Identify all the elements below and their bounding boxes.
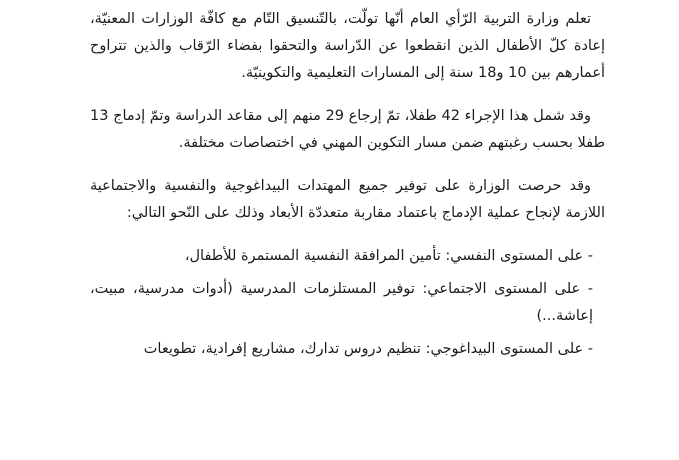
paragraph-intro: تعلم وزارة التربية الرّأي العام أنّها تولّت، بالتّنسيق التّام مع كافّة الوزارات المعنيّة، إعادة كلّ الأطفال الذين انقطعوا عن الدّراسة والتحقوا بفضاء الرّقاب والذين تتراوح أعمارهم بين 10 و18 سنة إلى المسارات التعليمية والتكوينيّة.: [90, 11, 605, 81]
bullet-social: - على المستوى الاجتماعي: توفير المستلزمات المدرسية (أدوات مدرسية، مبيت، إعاشة...): [90, 281, 593, 324]
bullet-pedagogical: - على المستوى البيداغوجي: تنظيم دروس تدارك، مشاريع إفرادية، تطويعات: [143, 341, 593, 357]
paragraph-statistics: وقد شمل هذا الإجراء 42 طفلا، تمّ إرجاع 29 منهم إلى مقاعد الدراسة وتمّ إدماج 13 طفلا بحسب رغبتهم ضمن مسار التكوين المهني في اختصاصات مختلفة.: [90, 108, 605, 151]
paragraph-measures: وقد حرصت الوزارة على توفير جميع المهتدات البيداغوجية والنفسية والاجتماعية اللازمة لإنجاح عملية الإدماج باعتماد مقاربة متعددّة الأبعاد وذلك على النّحو التالي:: [90, 178, 605, 221]
bullet-psychological: - على المستوى النفسي: تأمين المرافقة النفسية المستمرة للأطفال،: [184, 248, 593, 264]
bottom-fade: [0, 448, 679, 460]
